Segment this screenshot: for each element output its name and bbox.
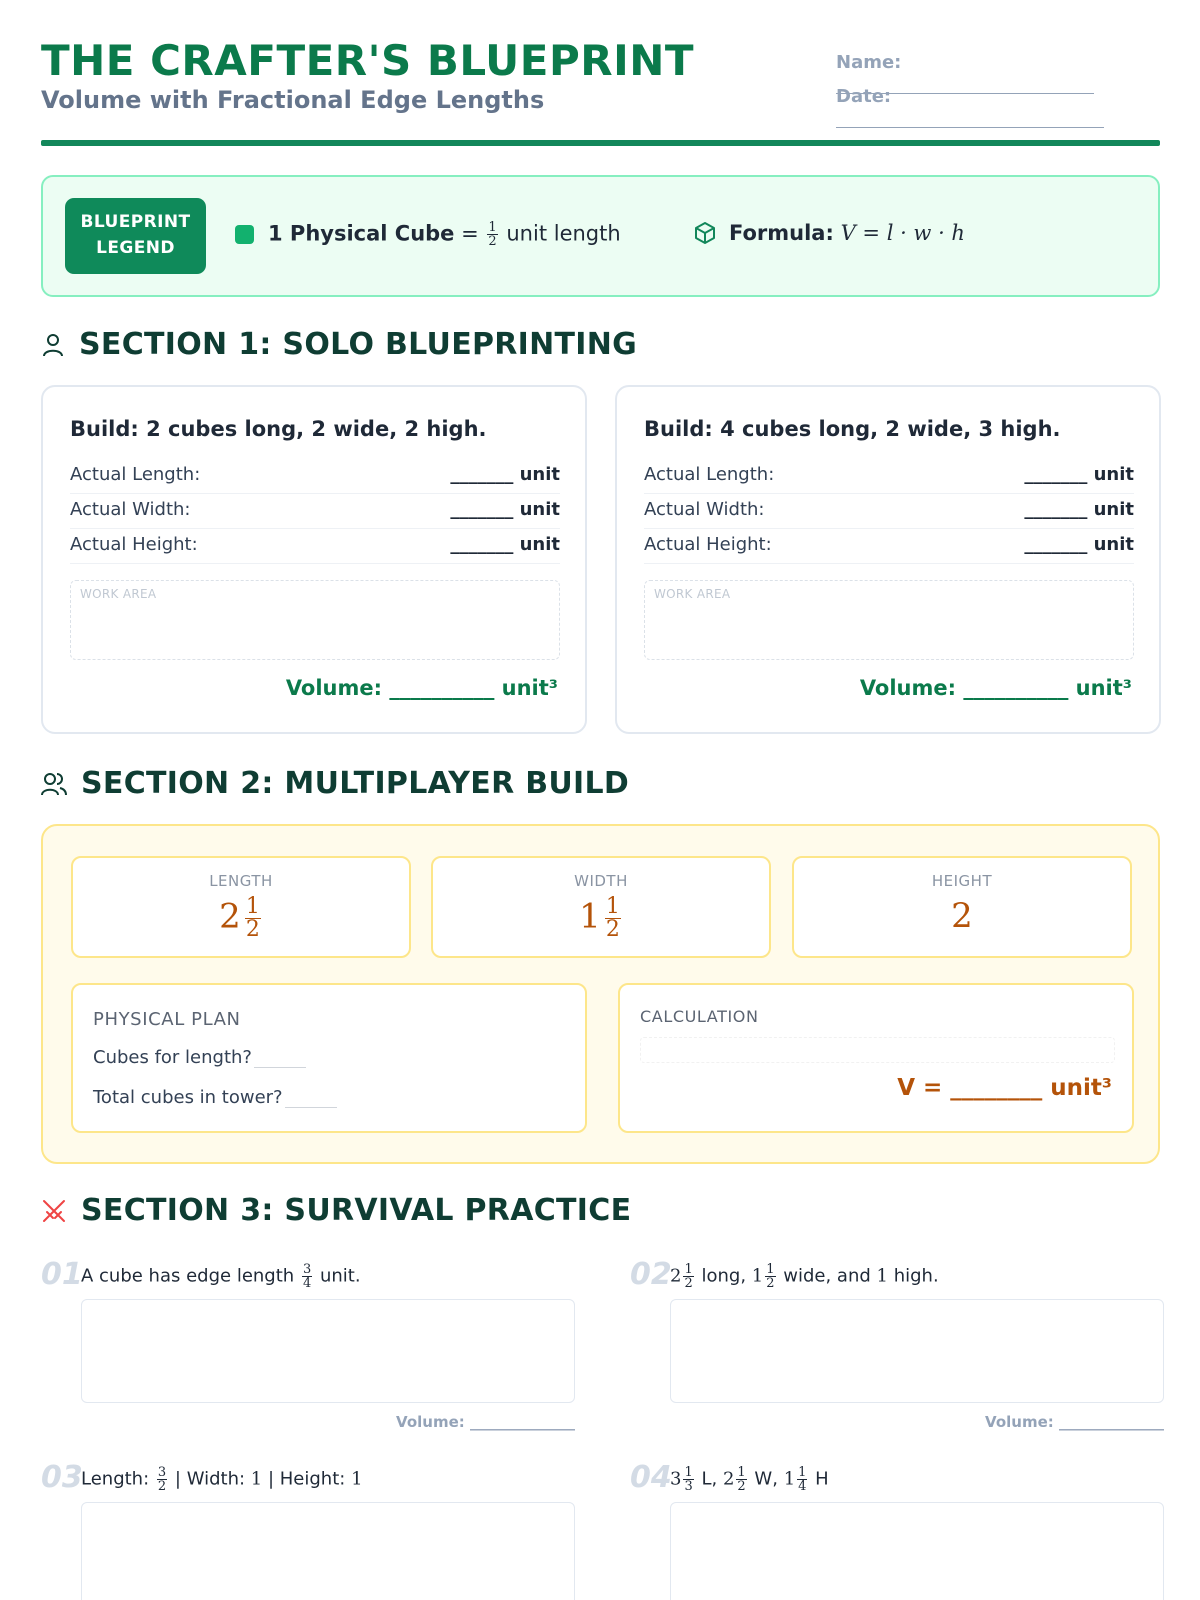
formula-label: Formula: <box>729 221 834 245</box>
problem-text: A cube has edge length $\frac{3}{4}$ unit. <box>81 1262 361 1291</box>
formula-text: V = l · w · h <box>840 221 965 245</box>
name-label: Name: <box>836 52 902 73</box>
legend-badge <box>65 198 206 274</box>
problem-number: 02 <box>630 1257 672 1292</box>
section3-heading: SECTION 3: SURVIVAL PRACTICE <box>41 1193 631 1228</box>
total-cubes-question[interactable]: Total cubes in tower? <box>93 1087 337 1108</box>
solo-card-1 <box>41 385 587 734</box>
actual-width-row[interactable]: Actual Width: _______ unit <box>70 494 560 529</box>
width-card: WIDTH 1 $\frac{1}{2}$ <box>431 856 771 958</box>
date-line[interactable] <box>836 112 1104 128</box>
volume-line[interactable]: Volume: ______________ <box>396 1413 575 1431</box>
legend-badge-line1: BLUEPRINT <box>80 212 191 232</box>
work-area[interactable]: WORK AREA <box>644 580 1134 660</box>
legend-cube-item <box>235 221 621 248</box>
answer-box[interactable] <box>81 1502 575 1600</box>
legend-cube-unit: unit length <box>506 221 621 246</box>
legend-cube-eq: = <box>461 221 479 246</box>
calculation-card: CALCULATION V = ________ unit³ <box>618 983 1134 1133</box>
date-label: Date: <box>836 86 892 107</box>
problem-number: 04 <box>630 1460 672 1495</box>
actual-length-row[interactable]: Actual Length: _______ unit <box>70 459 560 494</box>
card-title: Build: 4 cubes long, 2 wide, 3 high. <box>644 417 1061 441</box>
calculation-box[interactable] <box>640 1037 1115 1063</box>
problem-number: 01 <box>41 1257 83 1292</box>
length-card: LENGTH 2 $\frac{1}{2}$ <box>71 856 411 958</box>
answer-box[interactable] <box>81 1299 575 1403</box>
actual-height-row[interactable]: Actual Height: _______ unit <box>70 529 560 564</box>
answer-box[interactable] <box>670 1299 1164 1403</box>
physical-plan-card: PHYSICAL PLAN Cubes for length? Total cubes in tower? <box>71 983 587 1133</box>
problem-text: Length: $\frac{3}{2}$ | Width: 1 | Height: 1 <box>81 1465 363 1494</box>
card-title: Build: 2 cubes long, 2 wide, 2 high. <box>70 417 487 441</box>
actual-width-row[interactable]: Actual Width: _______ unit <box>644 494 1134 529</box>
legend-badge-line2: LEGEND <box>96 238 175 258</box>
blueprint-legend <box>41 175 1160 297</box>
crossed-swords-icon <box>41 1198 67 1224</box>
section1-heading: SECTION 1: SOLO BLUEPRINTING <box>41 327 637 362</box>
cube-outline-icon <box>693 221 717 245</box>
header-rule <box>41 140 1160 146</box>
green-square-icon <box>235 225 254 244</box>
users-icon <box>41 771 67 797</box>
volume-answer[interactable]: Volume: __________ unit³ <box>859 676 1132 700</box>
problem-text: 3 $\frac{1}{3}$ L, 2 $\frac{1}{2}$ W, 1 $\frac{1}{4}$ H <box>670 1465 829 1494</box>
volume-line[interactable]: Volume: ______________ <box>985 1413 1164 1431</box>
actual-height-row[interactable]: Actual Height: _______ unit <box>644 529 1134 564</box>
height-card: HEIGHT 2 <box>792 856 1132 958</box>
page-subtitle: Volume with Fractional Edge Lengths <box>41 86 545 114</box>
user-icon <box>41 332 65 358</box>
legend-cube-bold: 1 Physical Cube <box>268 221 455 246</box>
problem-number: 03 <box>41 1460 83 1495</box>
solo-card-2 <box>615 385 1161 734</box>
problem-text: 2 $\frac{1}{2}$ long, 1 $\frac{1}{2}$ wide, and 1 high. <box>670 1262 939 1291</box>
cubes-for-length-question[interactable]: Cubes for length? <box>93 1047 306 1068</box>
date-field[interactable] <box>836 86 1160 128</box>
answer-box[interactable] <box>670 1502 1164 1600</box>
page-title: THE CRAFTER'S BLUEPRINT <box>41 36 695 85</box>
actual-length-row[interactable]: Actual Length: _______ unit <box>644 459 1134 494</box>
work-area[interactable]: WORK AREA <box>70 580 560 660</box>
volume-answer[interactable]: Volume: __________ unit³ <box>285 676 558 700</box>
legend-formula-item <box>693 221 965 245</box>
legend-cube-fraction: $\frac{1}{2}$ <box>488 220 497 250</box>
volume-result[interactable]: V = ________ unit³ <box>897 1075 1112 1101</box>
section2-heading: SECTION 2: MULTIPLAYER BUILD <box>41 766 629 801</box>
multiplayer-panel <box>41 824 1160 1164</box>
